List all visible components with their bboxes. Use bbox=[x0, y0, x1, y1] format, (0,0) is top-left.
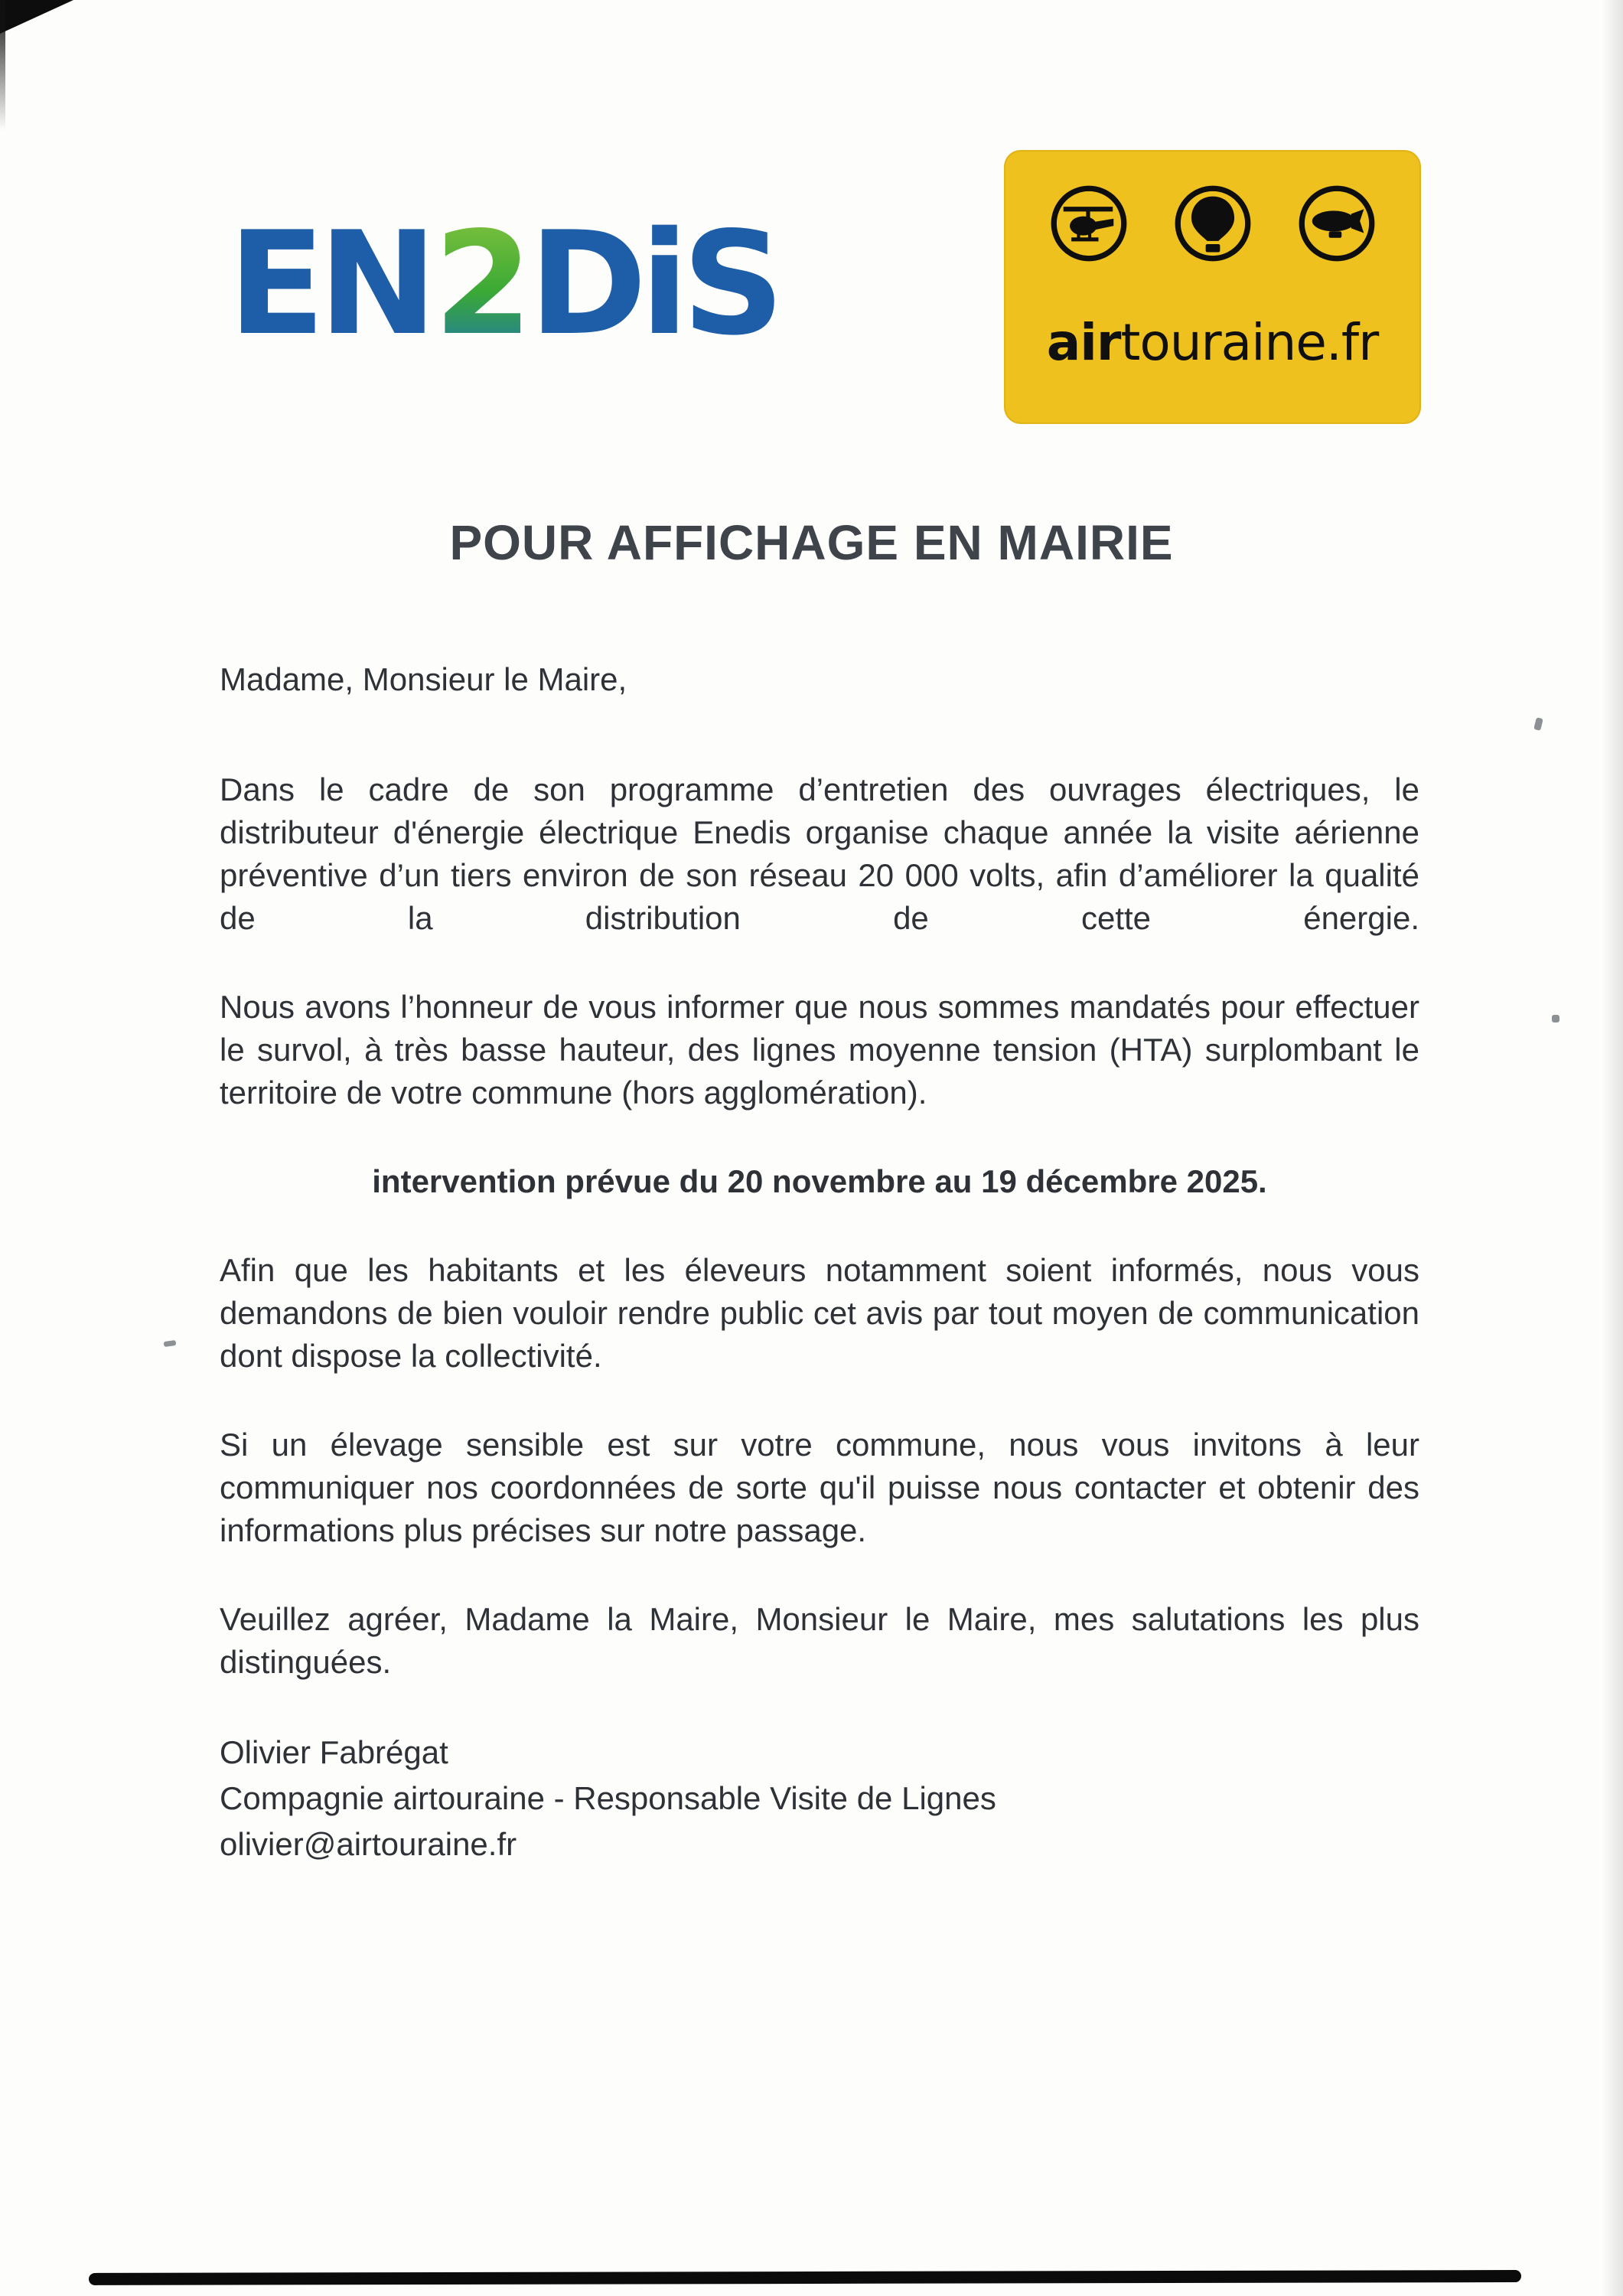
hot-air-balloon-icon bbox=[1173, 184, 1253, 263]
paragraph-mandate: Nous avons l’honneur de vous informer que nous sommes mandatés pour effectuer le survol, à très basse hauteur, des lignes moyenne tension (HTA) surplombant le territoire de votre commune (hors agglomération). bbox=[220, 989, 1419, 1110]
paragraph-livestock: Si un élevage sensible est sur votre commune, nous vous invitons à leur communiquer nos coordonnées de sorte qu'il puisse nous contacter et obtenir des informations plus précises sur notre passage. bbox=[220, 1427, 1419, 1548]
airtouraine-logo-badge bbox=[1004, 150, 1421, 424]
enedis-logo-text-right: DiS bbox=[529, 201, 778, 367]
scan-speck bbox=[1533, 717, 1543, 731]
enedis-logo-green-e: 2 bbox=[431, 201, 529, 367]
signature-role: Compagnie airtouraine - Responsable Visite de Lignes bbox=[220, 1780, 996, 1816]
airship-icon bbox=[1297, 184, 1377, 263]
signature-email: olivier@airtouraine.fr bbox=[220, 1826, 517, 1862]
paragraph-closing: Veuillez agréer, Madame la Maire, Monsieur le Maire, mes salutations les plus distinguées. bbox=[220, 1601, 1419, 1680]
airtouraine-logo-text-bold: air bbox=[1046, 313, 1121, 372]
paragraph-program: Dans le cadre de son programme d’entretien des ouvrages électriques, le distributeur d'énergie électrique Enedis organise chaque année la visite aérienne préventive d’un tiers environ de son réseau 20 000 volts, afin d’améliorer la qualité de la distribution de cette énergie. bbox=[220, 771, 1419, 936]
signature-block bbox=[220, 1730, 1419, 1867]
intervention-dates: intervention prévue du 20 novembre au 19 décembre 2025. bbox=[372, 1163, 1267, 1199]
scan-left-edge-artifact bbox=[0, 0, 5, 130]
page-title: POUR AFFICHAGE EN MAIRIE bbox=[449, 515, 1174, 570]
scan-bottom-edge-artifact bbox=[89, 2270, 1521, 2285]
scan-right-shadow bbox=[1602, 0, 1623, 2296]
helicopter-icon bbox=[1049, 184, 1129, 263]
airtouraine-icons-row bbox=[1004, 184, 1421, 263]
airtouraine-logo-text-rest: touraine.fr bbox=[1120, 313, 1379, 372]
salutation: Madame, Monsieur le Maire, bbox=[220, 661, 627, 697]
scan-speck bbox=[164, 1340, 177, 1347]
enedis-logo-text-left: EN bbox=[228, 201, 431, 367]
scan-corner-artifact bbox=[0, 0, 73, 34]
letter-body bbox=[220, 658, 1419, 1867]
signature-name: Olivier Fabrégat bbox=[220, 1734, 448, 1770]
paragraph-public-notice: Afin que les habitants et les éleveurs notamment soient informés, nous vous demandons de bien vouloir rendre public cet avis par tout moyen de communication dont dispose la collectivité. bbox=[220, 1252, 1419, 1374]
airtouraine-logo-text bbox=[1004, 312, 1421, 373]
enedis-logo bbox=[228, 201, 778, 367]
scan-speck bbox=[1552, 1015, 1559, 1022]
